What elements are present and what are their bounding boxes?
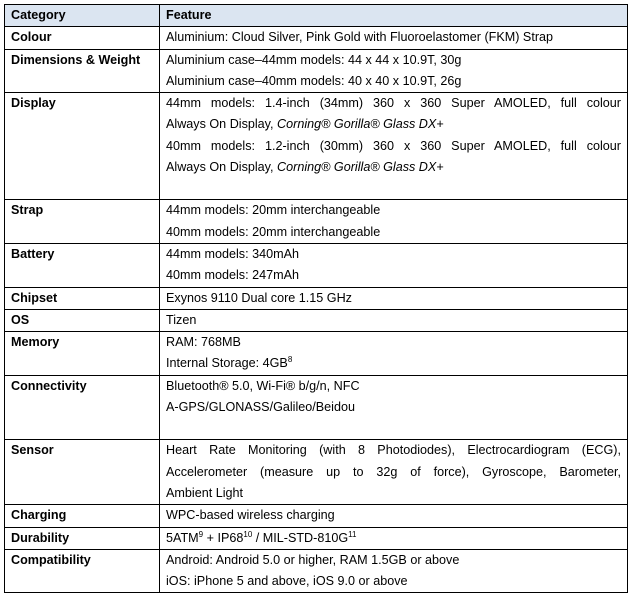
battery-line-2: 40mm models: 247mAh	[166, 268, 299, 283]
sensor-value	[160, 440, 628, 505]
display-label: Display	[5, 93, 160, 200]
strap-line-1: 44mm models: 20mm interchangeable	[166, 203, 381, 218]
display-line-4	[166, 157, 621, 178]
colour-line-1: Aluminium: Cloud Silver, Pink Gold with Fluoroelastomer (FKM) Strap	[166, 30, 554, 45]
charging-value	[160, 505, 628, 527]
durability-ip: + IP68	[203, 530, 244, 545]
battery-label: Battery	[5, 243, 160, 287]
colour-label: Colour	[5, 27, 160, 49]
row-strap	[5, 200, 628, 244]
colour-value	[160, 27, 628, 49]
durability-mil: / MIL-STD-810G	[252, 530, 349, 545]
connectivity-line-1: Bluetooth® 5.0, Wi-Fi® b/g/n, NFC	[166, 378, 360, 393]
spec-table	[4, 4, 628, 593]
dimensions-label: Dimensions & Weight	[5, 49, 160, 93]
row-compatibility	[5, 549, 628, 593]
compatibility-line-2: iOS: iPhone 5 and above, iOS 9.0 or above	[166, 574, 408, 589]
display-value	[160, 93, 628, 200]
connectivity-value	[160, 375, 628, 440]
durability-value	[160, 527, 628, 549]
display-line-4-glass: Corning® Gorilla® Glass DX+	[277, 160, 444, 175]
charging-label: Charging	[5, 505, 160, 527]
durability-atm: 5ATM	[166, 530, 199, 545]
header-row	[5, 5, 628, 27]
memory-label: Memory	[5, 332, 160, 376]
compatibility-label: Compatibility	[5, 549, 160, 593]
compatibility-value	[160, 549, 628, 593]
memory-footnote: 8	[287, 355, 293, 365]
strap-value	[160, 200, 628, 244]
memory-value	[160, 332, 628, 376]
chipset-value	[160, 287, 628, 309]
dimensions-line-1: Aluminium case–44mm models: 44 x 44 x 10.9T, 30g	[166, 52, 462, 67]
os-value	[160, 309, 628, 331]
row-os	[5, 309, 628, 331]
battery-line-1: 44mm models: 340mAh	[166, 246, 299, 261]
durability-label: Durability	[5, 527, 160, 549]
compatibility-line-1: Android: Android 5.0 or higher, RAM 1.5GB or above	[166, 552, 460, 567]
row-chipset	[5, 287, 628, 309]
row-sensor	[5, 440, 628, 505]
row-connectivity	[5, 375, 628, 440]
charging-line-1: WPC-based wireless charging	[166, 508, 335, 523]
display-line-3: 40mm models: 1.2-inch (30mm) 360 x 360 Super AMOLED, full colour	[166, 138, 621, 153]
connectivity-label: Connectivity	[5, 375, 160, 440]
chipset-label: Chipset	[5, 287, 160, 309]
dimensions-line-2: Aluminium case–40mm models: 40 x 40 x 10.9T, 26g	[166, 73, 462, 88]
display-line-2-glass: Corning® Gorilla® Glass DX+	[277, 117, 444, 132]
durability-footnote-2: 10	[243, 529, 253, 539]
durability-footnote-3: 11	[348, 529, 357, 539]
row-durability	[5, 527, 628, 549]
display-line-2	[166, 114, 621, 135]
chipset-line-1: Exynos 9110 Dual core 1.15 GHz	[166, 290, 352, 305]
battery-value	[160, 243, 628, 287]
row-dimensions	[5, 49, 628, 93]
header-category: Category	[5, 5, 160, 27]
display-spacer	[166, 178, 621, 199]
strap-label: Strap	[5, 200, 160, 244]
row-memory	[5, 332, 628, 376]
sensor-line-1: Heart Rate Monitoring (with 8 Photodiodes), Electrocardiogram (ECG),	[166, 443, 621, 458]
row-colour	[5, 27, 628, 49]
connectivity-line-2: A-GPS/GLONASS/Galileo/Beidou	[166, 400, 355, 415]
sensor-line-2: Accelerometer (measure up to 32g of force), Gyroscope, Barometer,	[166, 464, 621, 479]
durability-line-1	[166, 528, 621, 549]
memory-line-1: RAM: 768MB	[166, 335, 241, 350]
os-label: OS	[5, 309, 160, 331]
row-charging	[5, 505, 628, 527]
header-feature: Feature	[160, 5, 628, 27]
memory-storage-text: Internal Storage: 4GB	[166, 356, 288, 371]
durability-footnote-1: 9	[198, 529, 204, 539]
strap-line-2: 40mm models: 20mm interchangeable	[166, 224, 381, 239]
connectivity-spacer	[166, 418, 621, 439]
row-display	[5, 93, 628, 200]
display-line-4-prefix: Always On Display,	[166, 160, 274, 175]
memory-line-2	[166, 353, 621, 374]
display-line-1: 44mm models: 1.4-inch (34mm) 360 x 360 Super AMOLED, full colour	[166, 96, 621, 111]
sensor-line-3: Ambient Light	[166, 485, 244, 500]
sensor-label: Sensor	[5, 440, 160, 505]
display-line-2-prefix: Always On Display,	[166, 117, 274, 132]
os-line-1: Tizen	[166, 312, 197, 327]
row-battery	[5, 243, 628, 287]
dimensions-value	[160, 49, 628, 93]
